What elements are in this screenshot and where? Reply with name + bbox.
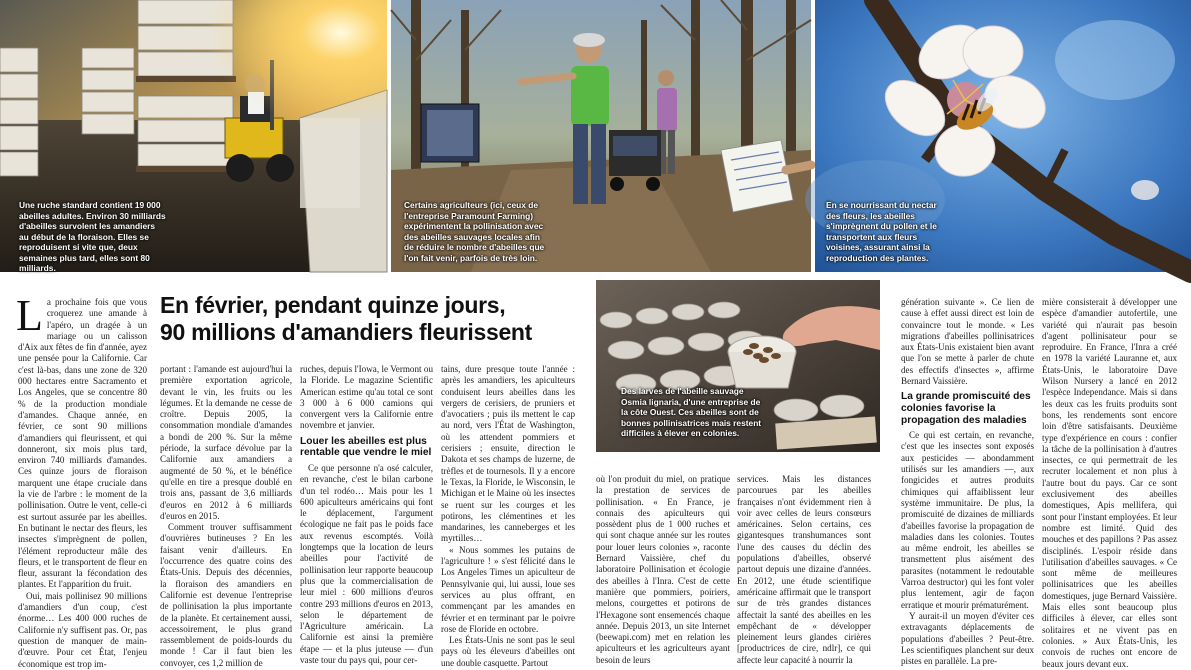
headline-line-2: 90 millions d'amandiers fleurissent bbox=[160, 319, 533, 345]
paragraph: Comment trouver suffisamment d'ouvrières butineuses ? En les faisant venir d'ailleurs. En l'occurrence des quatre coins des États-Unis. Depuis des décennies, la floraison des amandiers en Californie est devenue l'entreprise de pollinisation la plus importante de la planète. Et certainement aussi, accessoirement, le plus grand rassemblement de poids-lourds du monde ! Car il faut bien les convoyer, ces 1,2 million de bbox=[160, 522, 292, 668]
headline-line-1: En février, pendant quinze jours, bbox=[160, 292, 506, 318]
caption-farmers: Certains agriculteurs (ici, ceux de l'entreprise Paramount Farming) expérimentent la pollinisation avec des abeilles sauvages locales afin de réduire le nombre d'abeilles que l'on fait venir, parfois de très loin. bbox=[404, 200, 545, 263]
paragraph: « Nous sommes les putains de l'agriculture ! » s'est félicité dans le Los Angeles Times un apiculteur de Pennsylvanie qui, lui aussi, loue ses services au plus offrant, en commençant par les amandes en février et en terminant par le poivre rose de Floride en octobre. bbox=[441, 544, 575, 634]
caption-larvae: Des larves de l'abeille sauvage Osmia lignaria, d'une entreprise de la côte Ouest. Ces abeilles sont de bonnes pollinisatrices mais restent difficiles à élever en colonies. bbox=[621, 386, 762, 438]
article-column-8 bbox=[1042, 297, 1177, 669]
article-column-4 bbox=[441, 364, 575, 668]
photo-farmers bbox=[391, 0, 811, 272]
article-column-2 bbox=[160, 364, 292, 668]
subheading-rent-bees: Louer les abeilles est plus rentable que vendre le miel bbox=[300, 435, 432, 459]
subheading-promiscuity: La grande promiscuité des colonies favorise la propagation des maladies bbox=[901, 391, 1031, 426]
article-column-6 bbox=[737, 474, 871, 665]
paragraph: Les États-Unis ne sont pas le seul pays où les éleveurs d'abeilles ont une double casquette. Partout bbox=[441, 635, 575, 668]
paragraph: génération suivante ». Ce lien de cause à effet aussi direct est loin de convaincre tout le monde. « Les migrations d'abeilles pollinisatrices aux États-Unis existaient bien avant que l'on se mette à parler de chute des effectifs d'insectes », affirme Bernard Vaissière. bbox=[901, 297, 1034, 387]
article-column-5 bbox=[596, 474, 730, 665]
drop-cap: L bbox=[16, 291, 43, 340]
photo-larvae bbox=[596, 280, 880, 452]
article-column-7 bbox=[901, 297, 1034, 667]
article-column-1 bbox=[16, 291, 147, 669]
paragraph: Ce que personne n'a osé calculer, en revanche, c'est le bilan carbone d'un tel rodéo… Mais pour les 1 600 apiculteurs américains qui font le déplacement, l'argument écologique ne fait pas le poids face aux revenus escomptés. Voilà longtemps que la location de leurs abeilles pour l'activité de pollinisation leur rapporte beaucoup plus que la commercialisation de leur miel : 600 millions d'euros contre 293 millions d'euros en 2013, selon le département de l'Agriculture américain. La Californie est ainsi la première étape — et la plus juteuse — d'un vaste tour du pays qui, pour cer- bbox=[300, 462, 433, 666]
paragraph: La prochaine fois que vous croquerez une amande à l'apéro, un dragée à un mariage ou un calisson d'Aix aux fêtes de fin d'année, ayez une pensée pour la Californie. Car c'est là-bas, dans une zone de 320 000 hectares entre Sacramento et Los Angeles, que se concentre 80 % de la production mondiale d'amandes. Chaque année, en février, ce sont 90 millions d'amandiers qui fleurissent, et qui donneront, six mois plus tard, environ 740 milliards d'amandes. Ces quinze jours de floraison marquent une étape cruciale dans la vie de l'arbre : le moment de la pollinisation. Outre le vent, celle-ci est surtout assurée par les abeilles. En butinant le nectar des fleurs, les insectes s'imprègnent de pollen, l'élément reproducteur mâle des fleurs, et le transportent de fleur en fleur, assurant la fécondation des plantes. Et l'apparition du fruit. bbox=[16, 291, 147, 590]
paragraph: services. Mais les distances parcourues par les abeilles françaises n'ont évidemment rien à voir avec celles de leurs consœurs américaines. Selon certains, ces gigantesques transhumances sont l'une des causes du déclin des populations d'abeilles, observé partout depuis une dizaine d'années. En 2012, une étude scientifique américaine affirmait que le transport sur de très grandes distances affectait la santé des abeilles en les empêchant de « développer pleinement leurs glandes cirières [productrices de cire, ndlr], ce qui affecte leur capacité à nourrir la bbox=[737, 474, 871, 665]
caption-blossom: En se nourrissant du nectar des fleurs, les abeilles s'imprègnent du pollen et le transportent aux fleurs voisines, assurant ainsi la reproduction des plantes. bbox=[826, 200, 937, 263]
paragraph: portant : l'amande est aujourd'hui la première exportation agricole, devant le vin, les fruits ou les légumes. Et la demande ne cesse de croître. Depuis 2005, la consommation mondiale d'amandes a bondi de 200 %. Sur la même période, la surface dévolue par la Californie aux amandiers a augmenté de 50 %, et le bénéfice qu'elle en tire a presque doublé en trois ans, passant de 3,6 milliards d'euros en 2012 à 6 milliards d'euros en 2015. bbox=[160, 364, 292, 521]
article-column-3 bbox=[300, 364, 433, 666]
article-headline bbox=[160, 292, 590, 346]
caption-beehives: Une ruche standard contient 19 000 abeilles adultes. Environ 30 milliards d'abeilles survolent les amandiers au début de la floraison. Elles se reproduisent si vite que, deux semaines plus tard, elles sont 80 milliards. bbox=[19, 200, 166, 273]
paragraph: Ce qui est certain, en revanche, c'est que les insectes sont exposés aux pesticides — abondamment utilisés sur les amandiers —, aux fongicides et autres produits chimiques qui affaiblissent leur système immunitaire. De plus, la promiscuité de dizaines de milliards d'abeilles favorise la propagation de maladies dans les colonies. Toutes au même endroit, les abeilles se transmettent plus aisément des parasites (notamment le redoutable Varroa destructor) qui les font voler plus lentement, agir de façon erratique et mourir prématurément. bbox=[901, 430, 1034, 610]
photo-blossom bbox=[815, 0, 1191, 272]
paragraph: mière consisterait à développer une espèce d'amandier autofertile, une variété qui n'aurait pas besoin d'agent pollinisateur pour se reproduire. En France, l'Inra a créé en 1978 la variété Lauranne et, aux États-Unis, le laboratoire Dave Wilson Nursery a lancé en 2012 l'espèce Independance. Mais si dans les deux cas les fruits produits sont bons, les rendements sont encore loin d'être satisfaisants. Deuxième type d'expérience en cours : confier la tâche de la pollinisation à d'autres insectes, ce qui permettrait de les recruter localement et non plus à l'autre bout du pays. Car ce sont exclusivement des abeilles domestiques, Apis mellifera, qui sont pour l'instant employées. Et leur nombre est limité. Quid des mouches et des papillons ? Pas assez disciplinés. L'espoir réside dans l'utilisation d'abeilles sauvages. « Ce sont même de meilleures pollinisatrices que les abeilles domestiques, juge Bernard Vaissière. Mais elles sont beaucoup plus difficiles à élever, car elles sont solitaires et ne vivent pas en colonies. » Aux États-Unis, les convois de ruches ont encore de beaux jours devant eux. bbox=[1042, 297, 1177, 669]
paragraph: Oui, mais pollinisez 90 millions d'amandiers d'un coup, c'est énorme… Les 400 000 ruches de Californie n'y suffisent pas. Or, pas question de manquer de main-d'œuvre. Pour cet État, l'enjeu économique est trop im- bbox=[18, 590, 147, 669]
paragraph: tains, dure presque toute l'année : après les amandiers, les apiculteurs conduisent leurs abeilles dans les vergers de cerisiers, de pruniers et d'avocatiers ; puis ils mettent le cap au nord, vers l'État de Washington, où les attendent pommiers et cerisiers ; ensuite, direction le Dakota et ses champs de luzerne, de trèfles et de tournesols. Il y a encore le Texas, la Floride, le Wisconsin, le Michigan et le Maine où les insectes se ruent sur les courges et les potirons, les clémentines et les mandarines, les canneberges et les myrtilles… bbox=[441, 364, 575, 544]
photo-beehives bbox=[0, 0, 387, 272]
paragraph: ruches, depuis l'Iowa, le Vermont ou la Floride. Le magazine Scientific American estime qu'au total ce sont 3 000 à 6 000 camions qui convergent vers la Californie entre novembre et janvier. bbox=[300, 364, 433, 431]
paragraph: où l'on produit du miel, on pratique la prestation de services de pollinisation. « En France, je connais des apiculteurs qui possèdent plus de 1 000 ruches et qui sont chaque année sur les routes pour louer leurs colonies », raconte Bernard Vaissière, chef du laboratoire Pollinisation et écologie des abeilles à l'Inra. C'est de cette manière que pommiers, poiriers, melons, courgettes et potirons de l'Hexagone sont ensemencés chaque année. Depuis 2013, un site Internet (beewapi.com) met en relation les apiculteurs et les agriculteurs ayant besoin de leurs bbox=[596, 474, 730, 665]
paragraph: Y aurait-il un moyen d'éviter ces extravagants déplacements de populations d'abeilles ? Peut-être. Les scientifiques planchent sur deux pistes en parallèle. La pre- bbox=[901, 610, 1034, 667]
